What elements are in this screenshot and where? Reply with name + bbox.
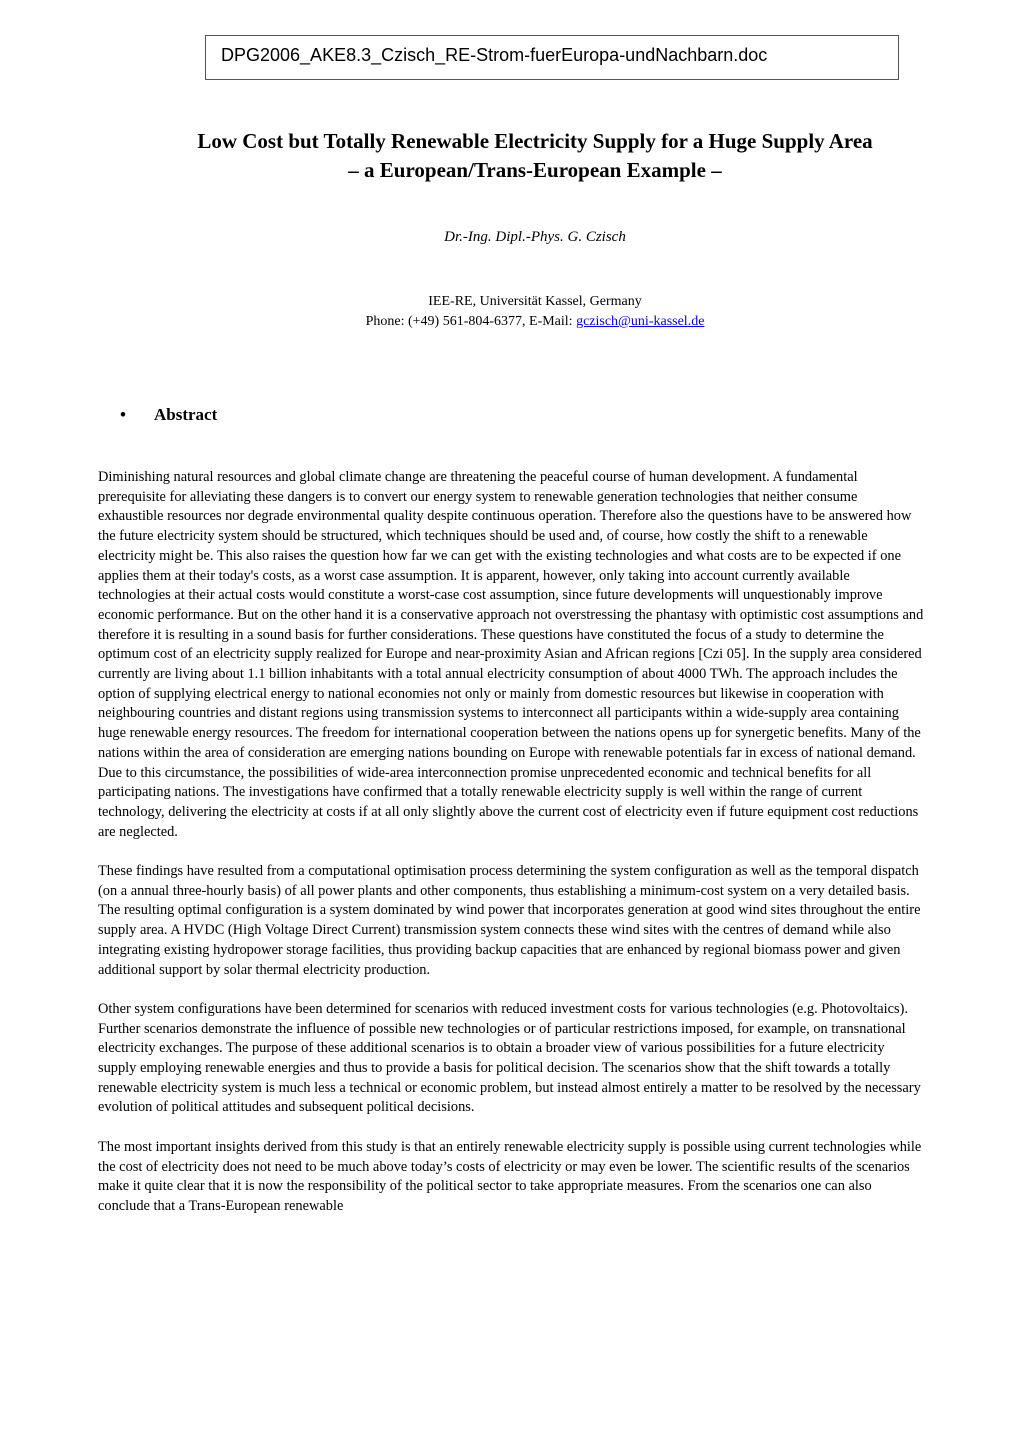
abstract-heading-label: Abstract xyxy=(154,405,218,424)
affiliation-contact xyxy=(100,312,970,332)
document-filename-header: DPG2006_AKE8.3_Czisch_RE-Strom-fuerEuropa-undNachbarn.doc xyxy=(205,35,899,80)
paper-title-line-2: – a European/Trans-European Example – xyxy=(348,158,722,182)
bullet-icon: • xyxy=(120,405,126,424)
abstract-paragraph-1: Diminishing natural resources and global climate change are threatening the peaceful course of human development. A fundamental prerequisite for alleviating these dangers is to convert our energy system to renewable generation technologies that neither consume exhaustible resources nor degrade environmental quality despite continuous operation. Therefore also the questions have to be answered how the future electricity system should be structured, which techniques should be used and, of course, how costly the shift to a renewable electricity might be. This also raises the question how far we can get with the existing technologies and what costs are to be expected if one applies them at their today's costs, as a worst case assumption. It is apparent, however, only taking into account currently available technologies at their actual costs would constitute a worst-case cost assumption, since future developments will unquestionably improve economic performance. But on the other hand it is a conservative approach not overstressing the phantasy with optimistic cost assumptions and therefore it is resulting in a sound basis for further considerations. These questions have constituted the focus of a study to determine the optimum cost of an electricity supply realized for Europe and near-proximity Asian and African regions [Czi 05]. In the supply area considered currently are living about 1.1 billion inhabitants with a total annual electricity consumption of about 4000 TWh. The approach includes the option of supplying electrical energy to national economies not only or mainly from domestic resources but likewise in cooperation with neighbouring countries and distant regions using transmission systems to interconnect all participants within a wide-supply area containing huge renewable energy resources. The freedom for international cooperation between the nations opens up for synergetic benefits. Many of the nations within the area of consideration are emerging nations bounding on Europe with renewable potentials far in excess of national demand. Due to this circumstance, the possibilities of wide-area interconnection promise unprecedented economic and technical benefits for all participating nations. The investigations have confirmed that a totally renewable electricity supply is well within the range of current technology, delivering the electricity at costs if at all only slightly above the current cost of electricity even if future equipment cost reductions are neglected. xyxy=(98,469,924,840)
abstract-heading xyxy=(120,405,217,425)
email-link[interactable]: gczisch@uni-kassel.de xyxy=(576,314,705,329)
affiliation-institute: IEE-RE, Universität Kassel, Germany xyxy=(428,294,642,309)
paper-title-line-1: Low Cost but Totally Renewable Electricity Supply for a Huge Supply Area xyxy=(197,129,873,153)
abstract-body xyxy=(98,468,924,1236)
paper-title xyxy=(100,127,970,185)
affiliation-block xyxy=(100,292,970,332)
contact-phone: Phone: (+49) 561-804-6377, E-Mail: xyxy=(365,314,577,329)
abstract-paragraph-2: These findings have resulted from a computational optimisation process determining the system configuration as well as the temporal dispatch (on a annual three-hourly basis) of all power plants and other components, thus establishing a minimum-cost system on a very detailed basis. The resulting optimal configuration is a system dominated by wind power that incorporates generation at good wind sites throughout the entire supply area. A HVDC (High Voltage Direct Current) transmission system connects these wind sites with the centres of demand while also integrating existing hydropower storage facilities, thus providing backup capacities that are enhanced by regional biomass power and given additional support by solar thermal electricity production. xyxy=(98,863,921,978)
abstract-paragraph-3: Other system configurations have been determined for scenarios with reduced investment costs for various technologies (e.g. Photovoltaics). Further scenarios demonstrate the influence of possible new technologies or of particular restrictions imposed, for example, on transnational electricity exchanges. The purpose of these additional scenarios is to obtain a broader view of various possibilities for a future electricity supply employing renewable energies and thus to provide a basis for political decision. The scenarios show that the shift towards a totally renewable electricity system is much less a technical or economic problem, but instead almost entirely a matter to be resolved by the necessary evolution of political attitudes and subsequent political decisions. xyxy=(98,1000,921,1116)
abstract-paragraph-4: The most important insights derived from this study is that an entirely renewable electricity supply is possible using current technologies while the cost of electricity does not need to be much above today’s costs of electricity or may even be lower. The scientific results of the scenarios make it quite clear that it is now the responsibility of the political sector to take appropriate measures. From the scenarios one can also conclude that a Trans-European renewable xyxy=(98,1138,922,1214)
author-name: Dr.-Ing. Dipl.-Phys. G. Czisch xyxy=(444,229,626,245)
